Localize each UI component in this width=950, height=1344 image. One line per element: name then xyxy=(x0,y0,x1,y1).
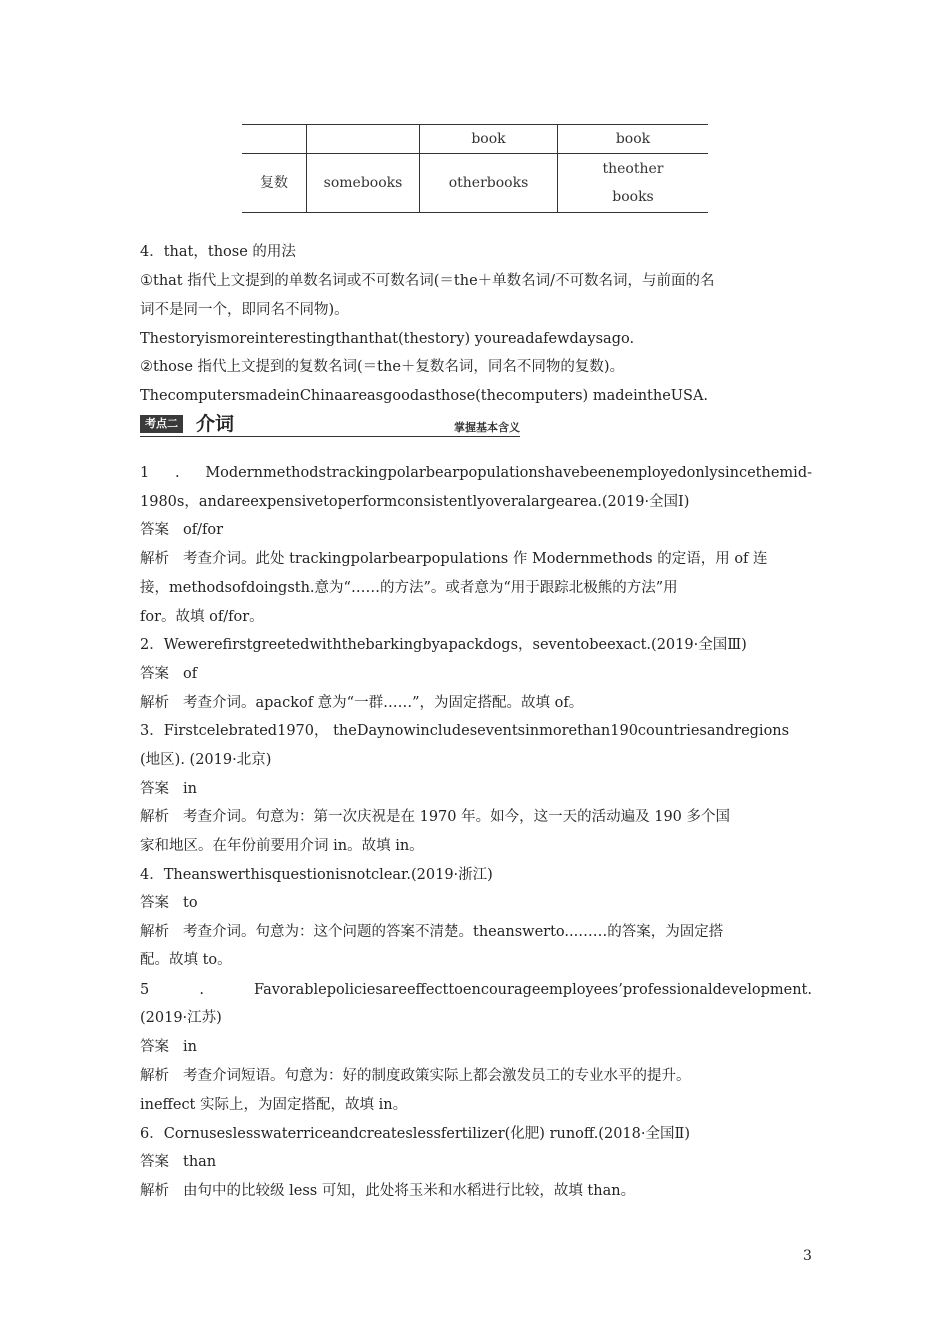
analysis-line xyxy=(140,689,812,718)
usage-heading: 4．that，those 的用法 xyxy=(140,244,296,260)
table-cell xyxy=(242,125,307,154)
question-line: 4．Theanswerthisquestionisnotclear.(2019·浙江) xyxy=(140,867,493,883)
question-line xyxy=(140,459,812,488)
answer-label: 答案 xyxy=(140,1039,169,1055)
question-number: 5 xyxy=(140,982,150,998)
usage-paragraph: 词不是同一个，即同名不同物)。 xyxy=(140,302,349,318)
question-line: 3．Firstcelebrated1970， theDaynowincludeseventsinmorethan190countriesandregions xyxy=(140,723,790,739)
table-cell: 复数 xyxy=(260,175,288,191)
analysis-label: 解析 xyxy=(140,1183,169,1199)
question-line: 6．Cornuseslesswaterriceandcreateslessfertilizer(化肥) runoff.(2018·全国Ⅱ) xyxy=(140,1126,690,1142)
section-header xyxy=(140,410,520,437)
section-hint: 掌握基本含义 xyxy=(454,421,520,434)
answer-line xyxy=(140,889,812,918)
question-dot: . xyxy=(174,465,180,481)
table-cell: otherbooks xyxy=(420,154,558,213)
analysis-line xyxy=(140,545,812,574)
analysis-line xyxy=(140,918,812,947)
answer-line xyxy=(140,1148,812,1177)
analysis-label: 解析 xyxy=(140,809,169,825)
answer-label: 答案 xyxy=(140,666,169,682)
analysis-line xyxy=(140,1062,812,1091)
question-line: 2．Wewerefirstgreetedwiththebarkingbyapackdogs，seventobeexact.(2019·全国Ⅲ) xyxy=(140,637,747,653)
analysis-line: 接，methodsofdoingsth.意为“……的方法”。或者意为“用于跟踪北极熊的方法”用 xyxy=(140,580,678,596)
analysis-line xyxy=(140,803,812,832)
answer-line xyxy=(140,1033,812,1062)
table-cell: theother books xyxy=(558,154,709,213)
analysis-text: 考查介词。apackof 意为“一群……”，为固定搭配。故填 of。 xyxy=(183,695,584,711)
analysis-line xyxy=(140,1177,812,1206)
answer-value: of xyxy=(183,666,198,682)
question-text: Modernmethodstrackingpolarbearpopulationshavebeenemployedonlysincethemid- xyxy=(205,465,812,481)
question-dot: . xyxy=(199,982,204,998)
section-badge: 考点二 xyxy=(140,415,183,433)
page-number: 3 xyxy=(803,1248,812,1264)
analysis-label: 解析 xyxy=(140,1068,169,1084)
answer-value: of/for xyxy=(183,522,224,538)
usage-paragraph: ①that 指代上文提到的单数名词或不可数名词(＝the＋单数名词/不可数名词，与前面的名 xyxy=(140,273,715,289)
table-row xyxy=(242,125,708,154)
pronoun-table xyxy=(242,124,708,213)
question-line: 1980s，andareexpensivetoperformconsistentlyoveralargearea.(2019·全国Ⅰ) xyxy=(140,494,690,510)
analysis-text: 考查介词。句意为：这个问题的答案不清楚。theanswerto...……的答案，为固定搭 xyxy=(183,924,724,940)
table-cell: somebooks xyxy=(307,154,420,213)
question-line: (2019·江苏) xyxy=(140,1010,222,1026)
section-title: 介词 xyxy=(196,413,235,435)
analysis-line: for。故填 of/for。 xyxy=(140,609,264,625)
analysis-text: 考查介词。句意为：第一次庆祝是在 1970 年。如今，这一天的活动遍及 190 多个国 xyxy=(183,809,731,825)
example-sentence: ThecomputersmadeinChinaareasgoodasthose(thecomputers) madeintheUSA. xyxy=(140,388,709,404)
question-line: (地区). (2019·北京) xyxy=(140,752,272,768)
analysis-line: ineffect 实际上，为固定搭配，故填 in。 xyxy=(140,1097,408,1113)
answer-line xyxy=(140,516,812,545)
answer-line xyxy=(140,775,812,804)
table-cell: book xyxy=(420,125,558,154)
answer-value: than xyxy=(183,1154,217,1170)
analysis-text: 考查介词短语。句意为：好的制度政策实际上都会激发员工的专业水平的提升。 xyxy=(183,1068,691,1084)
table-cell xyxy=(307,125,420,154)
analysis-label: 解析 xyxy=(140,551,169,567)
analysis-text: 考查介词。此处 trackingpolarbearpopulations 作 Modernmethods 的定语，用 of 连 xyxy=(183,551,768,567)
answer-value: in xyxy=(183,1039,197,1055)
question-number: 1 xyxy=(140,465,150,481)
answer-value: in xyxy=(183,781,197,797)
analysis-label: 解析 xyxy=(140,695,169,711)
answer-value: to xyxy=(183,895,198,911)
table-row xyxy=(242,154,708,213)
answer-label: 答案 xyxy=(140,781,169,797)
analysis-line: 配。故填 to。 xyxy=(140,952,232,968)
answer-line xyxy=(140,660,812,689)
table-cell: book xyxy=(558,125,709,154)
analysis-label: 解析 xyxy=(140,924,169,940)
usage-paragraph: ②those 指代上文提到的复数名词(＝the＋复数名词，同名不同物的复数)。 xyxy=(140,359,625,375)
question-line xyxy=(140,976,812,1005)
answer-label: 答案 xyxy=(140,895,169,911)
example-sentence: Thestoryismoreinterestingthanthat(thestory) youreadafewdaysago. xyxy=(140,331,635,347)
analysis-text: 由句中的比较级 less 可知，此处将玉米和水稻进行比较，故填 than。 xyxy=(183,1183,636,1199)
analysis-line: 家和地区。在年份前要用介词 in。故填 in。 xyxy=(140,838,424,854)
answer-label: 答案 xyxy=(140,1154,169,1170)
answer-label: 答案 xyxy=(140,522,169,538)
question-text: Favorablepoliciesareeffecttoencourageemployees’professionaldevelopment. xyxy=(254,982,812,998)
